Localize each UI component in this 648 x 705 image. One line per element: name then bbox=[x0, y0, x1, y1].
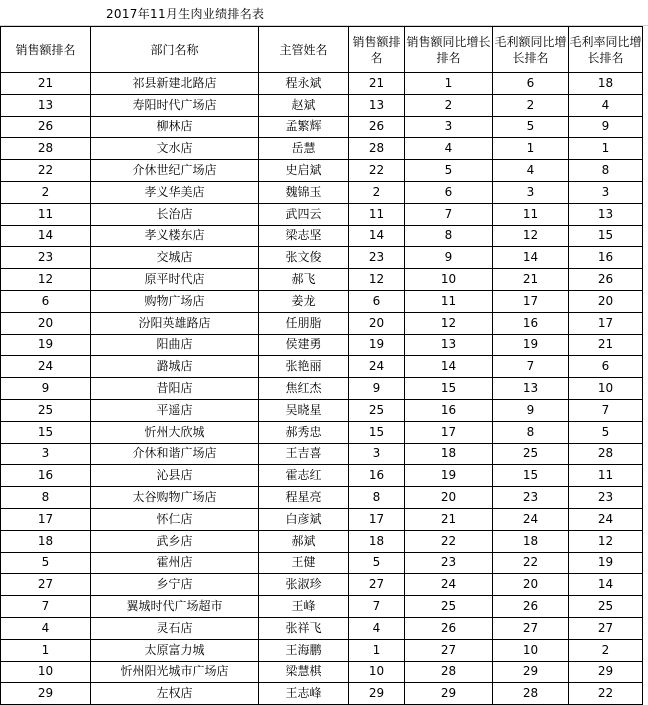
sales-rank-2-cell[interactable]: 6 bbox=[349, 290, 405, 312]
manager-cell[interactable]: 张淑珍 bbox=[259, 574, 349, 596]
sales-rank-2-cell[interactable]: 20 bbox=[349, 312, 405, 334]
gross-profit-rank-cell[interactable]: 23 bbox=[493, 487, 569, 509]
manager-cell[interactable]: 吴晓星 bbox=[259, 399, 349, 421]
sales-rank-2-cell[interactable]: 23 bbox=[349, 247, 405, 269]
gross-profit-rank-cell[interactable]: 5 bbox=[493, 116, 569, 138]
sales-rank-2-cell[interactable]: 8 bbox=[349, 487, 405, 509]
manager-cell[interactable]: 张文俊 bbox=[259, 247, 349, 269]
manager-cell[interactable]: 王志峰 bbox=[259, 683, 349, 705]
dept-name-cell[interactable]: 购物广场店 bbox=[91, 290, 259, 312]
dept-name-cell[interactable]: 柳林店 bbox=[91, 116, 259, 138]
sales-rank-cell[interactable]: 10 bbox=[1, 661, 91, 683]
ranking-table bbox=[0, 26, 643, 705]
dept-name-cell[interactable]: 霍州店 bbox=[91, 552, 259, 574]
manager-cell[interactable]: 岳慧 bbox=[259, 138, 349, 160]
sales-rank-2-cell[interactable]: 25 bbox=[349, 399, 405, 421]
dept-name-cell[interactable]: 交城店 bbox=[91, 247, 259, 269]
sales-yoy-rank-cell[interactable]: 8 bbox=[405, 225, 493, 247]
sales-yoy-rank-cell[interactable]: 10 bbox=[405, 269, 493, 291]
sales-rank-cell[interactable]: 25 bbox=[1, 399, 91, 421]
header-dept-name[interactable]: 部门名称 bbox=[91, 27, 259, 73]
manager-cell[interactable]: 王吉喜 bbox=[259, 443, 349, 465]
gross-margin-rank-cell[interactable]: 13 bbox=[569, 203, 643, 225]
gross-profit-rank-cell[interactable]: 1 bbox=[493, 138, 569, 160]
sales-rank-2-cell[interactable]: 15 bbox=[349, 421, 405, 443]
manager-cell[interactable]: 王健 bbox=[259, 552, 349, 574]
dept-name-cell[interactable]: 忻州阳光城市广场店 bbox=[91, 661, 259, 683]
table-row bbox=[1, 421, 643, 443]
table-row bbox=[1, 116, 643, 138]
dept-name-cell[interactable]: 孝义楼东店 bbox=[91, 225, 259, 247]
sales-rank-2-cell[interactable]: 13 bbox=[349, 94, 405, 116]
sales-yoy-rank-cell[interactable]: 28 bbox=[405, 661, 493, 683]
table-row bbox=[1, 334, 643, 356]
sales-rank-2-cell[interactable]: 9 bbox=[349, 378, 405, 400]
sales-rank-2-cell[interactable]: 10 bbox=[349, 661, 405, 683]
gross-margin-rank-cell[interactable]: 12 bbox=[569, 530, 643, 552]
gross-margin-rank-cell[interactable]: 17 bbox=[569, 312, 643, 334]
title-row bbox=[0, 0, 648, 26]
dept-name-cell[interactable]: 介休和谐广场店 bbox=[91, 443, 259, 465]
dept-name-cell[interactable]: 翼城时代广场超市 bbox=[91, 596, 259, 618]
sales-rank-cell[interactable]: 18 bbox=[1, 530, 91, 552]
dept-name-cell[interactable]: 乡宁店 bbox=[91, 574, 259, 596]
manager-cell[interactable]: 任朋脂 bbox=[259, 312, 349, 334]
manager-cell[interactable]: 白彦斌 bbox=[259, 508, 349, 530]
sales-rank-cell[interactable]: 27 bbox=[1, 574, 91, 596]
sales-rank-cell[interactable]: 14 bbox=[1, 225, 91, 247]
manager-cell[interactable]: 郝斌 bbox=[259, 530, 349, 552]
gross-profit-rank-cell[interactable]: 3 bbox=[493, 181, 569, 203]
manager-cell[interactable]: 霍志红 bbox=[259, 465, 349, 487]
sales-rank-2-cell[interactable]: 17 bbox=[349, 508, 405, 530]
gross-profit-rank-cell[interactable]: 14 bbox=[493, 247, 569, 269]
table-row bbox=[1, 443, 643, 465]
sales-yoy-rank-cell[interactable]: 11 bbox=[405, 290, 493, 312]
dept-name-cell[interactable]: 忻州大欣城 bbox=[91, 421, 259, 443]
gross-profit-rank-cell[interactable]: 25 bbox=[493, 443, 569, 465]
gross-profit-rank-cell[interactable]: 17 bbox=[493, 290, 569, 312]
manager-cell[interactable]: 王峰 bbox=[259, 596, 349, 618]
sales-rank-2-cell[interactable]: 3 bbox=[349, 443, 405, 465]
gross-margin-rank-cell[interactable]: 20 bbox=[569, 290, 643, 312]
sales-yoy-rank-cell[interactable]: 18 bbox=[405, 443, 493, 465]
dept-name-cell[interactable]: 长治店 bbox=[91, 203, 259, 225]
sales-yoy-rank-cell[interactable]: 17 bbox=[405, 421, 493, 443]
dept-name-cell[interactable]: 祁县新建北路店 bbox=[91, 73, 259, 95]
gross-margin-rank-cell[interactable]: 11 bbox=[569, 465, 643, 487]
sales-rank-cell[interactable]: 13 bbox=[1, 94, 91, 116]
manager-cell[interactable]: 史启斌 bbox=[259, 160, 349, 182]
gross-margin-rank-cell[interactable]: 7 bbox=[569, 399, 643, 421]
gross-margin-rank-cell[interactable]: 21 bbox=[569, 334, 643, 356]
sales-rank-2-cell[interactable]: 18 bbox=[349, 530, 405, 552]
header-gross-profit-rank[interactable]: 毛利额同比增长排名 bbox=[493, 27, 569, 73]
gross-profit-rank-cell[interactable]: 19 bbox=[493, 334, 569, 356]
table-row bbox=[1, 356, 643, 378]
gross-margin-rank-cell[interactable]: 18 bbox=[569, 73, 643, 95]
table-row bbox=[1, 530, 643, 552]
header-sales-rank[interactable]: 销售额排名 bbox=[1, 27, 91, 73]
gross-margin-rank-cell[interactable]: 24 bbox=[569, 508, 643, 530]
gross-profit-rank-cell[interactable]: 4 bbox=[493, 160, 569, 182]
manager-cell[interactable]: 武四云 bbox=[259, 203, 349, 225]
gross-margin-rank-cell[interactable]: 14 bbox=[569, 574, 643, 596]
sales-yoy-rank-cell[interactable]: 29 bbox=[405, 683, 493, 705]
dept-name-cell[interactable]: 昔阳店 bbox=[91, 378, 259, 400]
manager-cell[interactable]: 赵斌 bbox=[259, 94, 349, 116]
sales-rank-cell[interactable]: 9 bbox=[1, 378, 91, 400]
sales-rank-2-cell[interactable]: 26 bbox=[349, 116, 405, 138]
sales-yoy-rank-cell[interactable]: 1 bbox=[405, 73, 493, 95]
table-row bbox=[1, 378, 643, 400]
gross-margin-rank-cell[interactable]: 29 bbox=[569, 661, 643, 683]
sales-yoy-rank-cell[interactable]: 9 bbox=[405, 247, 493, 269]
sales-rank-2-cell[interactable]: 7 bbox=[349, 596, 405, 618]
sales-yoy-rank-cell[interactable]: 15 bbox=[405, 378, 493, 400]
gross-margin-rank-cell[interactable]: 9 bbox=[569, 116, 643, 138]
sales-rank-cell[interactable]: 20 bbox=[1, 312, 91, 334]
sales-yoy-rank-cell[interactable]: 21 bbox=[405, 508, 493, 530]
sales-rank-cell[interactable]: 2 bbox=[1, 181, 91, 203]
sales-yoy-rank-cell[interactable]: 14 bbox=[405, 356, 493, 378]
dept-name-cell[interactable]: 阳曲店 bbox=[91, 334, 259, 356]
table-row bbox=[1, 465, 643, 487]
gross-margin-rank-cell[interactable]: 22 bbox=[569, 683, 643, 705]
table-row bbox=[1, 94, 643, 116]
sales-rank-cell[interactable]: 3 bbox=[1, 443, 91, 465]
sales-rank-cell[interactable]: 8 bbox=[1, 487, 91, 509]
manager-cell[interactable]: 孟繁辉 bbox=[259, 116, 349, 138]
gross-profit-rank-cell[interactable]: 10 bbox=[493, 639, 569, 661]
dept-name-cell[interactable]: 灵石店 bbox=[91, 617, 259, 639]
dept-name-cell[interactable]: 介休世纪广场店 bbox=[91, 160, 259, 182]
gross-margin-rank-cell[interactable]: 15 bbox=[569, 225, 643, 247]
table-row bbox=[1, 181, 643, 203]
sales-rank-2-cell[interactable]: 16 bbox=[349, 465, 405, 487]
gross-margin-rank-cell[interactable]: 28 bbox=[569, 443, 643, 465]
dept-name-cell[interactable]: 原平时代店 bbox=[91, 269, 259, 291]
sales-yoy-rank-cell[interactable]: 7 bbox=[405, 203, 493, 225]
manager-cell[interactable]: 郝秀忠 bbox=[259, 421, 349, 443]
table-row bbox=[1, 596, 643, 618]
table-row bbox=[1, 552, 643, 574]
dept-name-cell[interactable]: 太原富力城 bbox=[91, 639, 259, 661]
sales-rank-cell[interactable]: 24 bbox=[1, 356, 91, 378]
manager-cell[interactable]: 姜龙 bbox=[259, 290, 349, 312]
gross-profit-rank-cell[interactable]: 12 bbox=[493, 225, 569, 247]
sales-rank-cell[interactable]: 6 bbox=[1, 290, 91, 312]
sales-rank-2-cell[interactable]: 28 bbox=[349, 138, 405, 160]
gross-margin-rank-cell[interactable]: 25 bbox=[569, 596, 643, 618]
sales-rank-cell[interactable]: 23 bbox=[1, 247, 91, 269]
table-row bbox=[1, 269, 643, 291]
gross-profit-rank-cell[interactable]: 20 bbox=[493, 574, 569, 596]
sales-yoy-rank-cell[interactable]: 27 bbox=[405, 639, 493, 661]
table-row bbox=[1, 639, 643, 661]
sales-rank-2-cell[interactable]: 11 bbox=[349, 203, 405, 225]
sales-rank-2-cell[interactable]: 29 bbox=[349, 683, 405, 705]
gross-profit-rank-cell[interactable]: 8 bbox=[493, 421, 569, 443]
dept-name-cell[interactable]: 太谷购物广场店 bbox=[91, 487, 259, 509]
sales-rank-cell[interactable]: 21 bbox=[1, 73, 91, 95]
sales-rank-2-cell[interactable]: 19 bbox=[349, 334, 405, 356]
sales-rank-cell[interactable]: 5 bbox=[1, 552, 91, 574]
gross-profit-rank-cell[interactable]: 15 bbox=[493, 465, 569, 487]
sales-yoy-rank-cell[interactable]: 22 bbox=[405, 530, 493, 552]
dept-name-cell[interactable]: 文水店 bbox=[91, 138, 259, 160]
sales-rank-cell[interactable]: 22 bbox=[1, 160, 91, 182]
sales-yoy-rank-cell[interactable]: 16 bbox=[405, 399, 493, 421]
manager-cell[interactable]: 张艳丽 bbox=[259, 356, 349, 378]
gross-profit-rank-cell[interactable]: 13 bbox=[493, 378, 569, 400]
table-row bbox=[1, 73, 643, 95]
sales-yoy-rank-cell[interactable]: 20 bbox=[405, 487, 493, 509]
dept-name-cell[interactable]: 寿阳时代广场店 bbox=[91, 94, 259, 116]
sales-rank-2-cell[interactable]: 4 bbox=[349, 617, 405, 639]
gross-profit-rank-cell[interactable]: 27 bbox=[493, 617, 569, 639]
gross-margin-rank-cell[interactable]: 1 bbox=[569, 138, 643, 160]
manager-cell[interactable]: 王海鹏 bbox=[259, 639, 349, 661]
gross-margin-rank-cell[interactable]: 27 bbox=[569, 617, 643, 639]
sales-rank-2-cell[interactable]: 24 bbox=[349, 356, 405, 378]
sales-rank-cell[interactable]: 17 bbox=[1, 508, 91, 530]
table-row bbox=[1, 487, 643, 509]
gross-margin-rank-cell[interactable]: 10 bbox=[569, 378, 643, 400]
sales-yoy-rank-cell[interactable]: 5 bbox=[405, 160, 493, 182]
table-row bbox=[1, 661, 643, 683]
gross-profit-rank-cell[interactable]: 6 bbox=[493, 73, 569, 95]
gross-profit-rank-cell[interactable]: 21 bbox=[493, 269, 569, 291]
sales-rank-2-cell[interactable]: 27 bbox=[349, 574, 405, 596]
sales-rank-cell[interactable]: 15 bbox=[1, 421, 91, 443]
gross-margin-rank-cell[interactable]: 16 bbox=[569, 247, 643, 269]
sales-rank-2-cell[interactable]: 14 bbox=[349, 225, 405, 247]
sales-yoy-rank-cell[interactable]: 23 bbox=[405, 552, 493, 574]
gross-margin-rank-cell[interactable]: 6 bbox=[569, 356, 643, 378]
sales-yoy-rank-cell[interactable]: 12 bbox=[405, 312, 493, 334]
sales-rank-2-cell[interactable]: 12 bbox=[349, 269, 405, 291]
gross-profit-rank-cell[interactable]: 16 bbox=[493, 312, 569, 334]
table-row bbox=[1, 290, 643, 312]
sales-yoy-rank-cell[interactable]: 6 bbox=[405, 181, 493, 203]
sales-yoy-rank-cell[interactable]: 2 bbox=[405, 94, 493, 116]
dept-name-cell[interactable]: 潞城店 bbox=[91, 356, 259, 378]
manager-cell[interactable]: 焦红杰 bbox=[259, 378, 349, 400]
header-sales-yoy-rank[interactable]: 销售额同比增长排名 bbox=[405, 27, 493, 73]
sales-rank-cell[interactable]: 29 bbox=[1, 683, 91, 705]
sales-yoy-rank-cell[interactable]: 4 bbox=[405, 138, 493, 160]
table-row bbox=[1, 225, 643, 247]
sales-yoy-rank-cell[interactable]: 25 bbox=[405, 596, 493, 618]
manager-cell[interactable]: 郝飞 bbox=[259, 269, 349, 291]
gross-profit-rank-cell[interactable]: 22 bbox=[493, 552, 569, 574]
gross-profit-rank-cell[interactable]: 26 bbox=[493, 596, 569, 618]
header-sales-rank-2[interactable]: 销售额排名 bbox=[349, 27, 405, 73]
sales-rank-cell[interactable]: 1 bbox=[1, 639, 91, 661]
gross-margin-rank-cell[interactable]: 26 bbox=[569, 269, 643, 291]
gross-profit-rank-cell[interactable]: 11 bbox=[493, 203, 569, 225]
header-manager[interactable]: 主管姓名 bbox=[259, 27, 349, 73]
gross-margin-rank-cell[interactable]: 3 bbox=[569, 181, 643, 203]
manager-cell[interactable]: 侯建勇 bbox=[259, 334, 349, 356]
gross-profit-rank-cell[interactable]: 28 bbox=[493, 683, 569, 705]
gross-margin-rank-cell[interactable]: 23 bbox=[569, 487, 643, 509]
gross-profit-rank-cell[interactable]: 7 bbox=[493, 356, 569, 378]
table-row bbox=[1, 247, 643, 269]
table-row bbox=[1, 203, 643, 225]
dept-name-cell[interactable]: 怀仁店 bbox=[91, 508, 259, 530]
sales-rank-cell[interactable]: 7 bbox=[1, 596, 91, 618]
dept-name-cell[interactable]: 武乡店 bbox=[91, 530, 259, 552]
sales-rank-2-cell[interactable]: 5 bbox=[349, 552, 405, 574]
sales-rank-cell[interactable]: 26 bbox=[1, 116, 91, 138]
manager-cell[interactable]: 梁志坚 bbox=[259, 225, 349, 247]
sales-rank-2-cell[interactable]: 22 bbox=[349, 160, 405, 182]
manager-cell[interactable]: 魏锦玉 bbox=[259, 181, 349, 203]
sales-rank-2-cell[interactable]: 21 bbox=[349, 73, 405, 95]
table-row bbox=[1, 617, 643, 639]
sales-rank-cell[interactable]: 12 bbox=[1, 269, 91, 291]
sales-rank-cell[interactable]: 19 bbox=[1, 334, 91, 356]
table-row bbox=[1, 508, 643, 530]
sales-rank-2-cell[interactable]: 1 bbox=[349, 639, 405, 661]
sales-yoy-rank-cell[interactable]: 3 bbox=[405, 116, 493, 138]
manager-cell[interactable]: 程永斌 bbox=[259, 73, 349, 95]
manager-cell[interactable]: 程星亮 bbox=[259, 487, 349, 509]
sales-yoy-rank-cell[interactable]: 13 bbox=[405, 334, 493, 356]
dept-name-cell[interactable]: 汾阳英雄路店 bbox=[91, 312, 259, 334]
table-row bbox=[1, 574, 643, 596]
dept-name-cell[interactable]: 沁县店 bbox=[91, 465, 259, 487]
table-row bbox=[1, 312, 643, 334]
manager-cell[interactable]: 张祥飞 bbox=[259, 617, 349, 639]
gross-profit-rank-cell[interactable]: 18 bbox=[493, 530, 569, 552]
table-row bbox=[1, 138, 643, 160]
table-row bbox=[1, 399, 643, 421]
gross-profit-rank-cell[interactable]: 9 bbox=[493, 399, 569, 421]
sales-yoy-rank-cell[interactable]: 19 bbox=[405, 465, 493, 487]
sales-yoy-rank-cell[interactable]: 24 bbox=[405, 574, 493, 596]
header-gross-margin-rank[interactable]: 毛利率同比增长排名 bbox=[569, 27, 643, 73]
gross-profit-rank-cell[interactable]: 29 bbox=[493, 661, 569, 683]
gross-margin-rank-cell[interactable]: 19 bbox=[569, 552, 643, 574]
gross-margin-rank-cell[interactable]: 8 bbox=[569, 160, 643, 182]
gross-margin-rank-cell[interactable]: 5 bbox=[569, 421, 643, 443]
gross-profit-rank-cell[interactable]: 2 bbox=[493, 94, 569, 116]
sheet-title: 2017年11月生肉业绩排名表 bbox=[106, 7, 265, 21]
dept-name-cell[interactable]: 平遥店 bbox=[91, 399, 259, 421]
sales-rank-cell[interactable]: 11 bbox=[1, 203, 91, 225]
sales-rank-2-cell[interactable]: 2 bbox=[349, 181, 405, 203]
table-row bbox=[1, 160, 643, 182]
gross-margin-rank-cell[interactable]: 4 bbox=[569, 94, 643, 116]
sales-yoy-rank-cell[interactable]: 26 bbox=[405, 617, 493, 639]
sales-rank-cell[interactable]: 28 bbox=[1, 138, 91, 160]
table-row bbox=[1, 683, 643, 705]
gross-margin-rank-cell[interactable]: 2 bbox=[569, 639, 643, 661]
header-row bbox=[1, 27, 643, 73]
sales-rank-cell[interactable]: 4 bbox=[1, 617, 91, 639]
dept-name-cell[interactable]: 孝义华美店 bbox=[91, 181, 259, 203]
manager-cell[interactable]: 梁慧棋 bbox=[259, 661, 349, 683]
sales-rank-cell[interactable]: 16 bbox=[1, 465, 91, 487]
dept-name-cell[interactable]: 左权店 bbox=[91, 683, 259, 705]
gross-profit-rank-cell[interactable]: 24 bbox=[493, 508, 569, 530]
table-body bbox=[1, 73, 643, 705]
